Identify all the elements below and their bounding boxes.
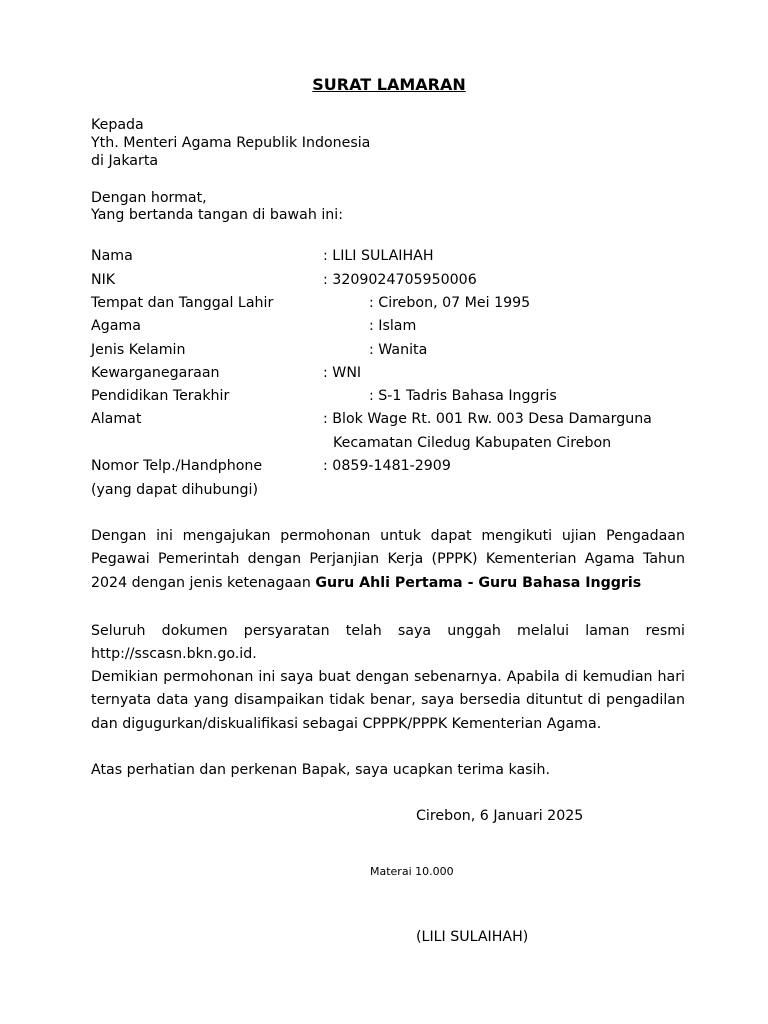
greeting-line-1: Dengan hormat, bbox=[91, 190, 207, 206]
body-paragraph-1-text: Dengan ini mengajukan permohonan untuk dapat mengikuti ujian Pengadaan Pegawai Pemerintah dengan Perjanjian Kerja (PPPK) Kementerian Agama Tahun 2024 dengan jenis ketenagaan bbox=[91, 528, 685, 591]
field-value-ttl: : Cirebon, 07 Mei 1995 bbox=[369, 295, 531, 311]
letter-title: SURAT LAMARAN bbox=[312, 75, 466, 94]
greeting-line-2: Yang bertanda tangan di bawah ini: bbox=[91, 207, 343, 223]
field-value-kewarganegaraan: : WNI bbox=[323, 365, 362, 381]
recipient-line-1: Kepada bbox=[91, 117, 144, 133]
field-value-jenis-kelamin: : Wanita bbox=[369, 342, 428, 358]
field-label-telepon: Nomor Telp./Handphone bbox=[91, 458, 263, 474]
field-label-ttl: Tempat dan Tanggal Lahir bbox=[91, 295, 274, 311]
field-value-alamat: : Blok Wage Rt. 001 Rw. 003 Desa Damarguna bbox=[323, 411, 652, 427]
field-value-nik: : 3209024705950006 bbox=[323, 272, 477, 288]
field-value-telepon: : 0859-1481-2909 bbox=[323, 458, 451, 474]
field-label-nik: NIK bbox=[91, 272, 116, 288]
field-label-alamat: Alamat bbox=[91, 411, 142, 427]
body-paragraph-2: Seluruh dokumen persyaratan telah saya unggah melalui laman resmi http://sscasn.bkn.go.id. bbox=[91, 623, 685, 663]
field-value-pendidikan: : S-1 Tadris Bahasa Inggris bbox=[369, 388, 557, 404]
body-paragraph-4: Atas perhatian dan perkenan Bapak, saya ucapkan terima kasih. bbox=[91, 762, 551, 778]
body-paragraph-1-position: Guru Ahli Pertama - Guru Bahasa Inggris bbox=[315, 574, 642, 591]
signature-place-date: Cirebon, 6 Januari 2025 bbox=[416, 808, 584, 824]
body-paragraph-1 bbox=[91, 525, 685, 595]
field-value-nama: : LILI SULAIHAH bbox=[323, 248, 434, 264]
recipient-line-3: di Jakarta bbox=[91, 153, 159, 169]
materai-stamp-label: Materai 10.000 bbox=[370, 865, 454, 878]
body-paragraph-3: Demikian permohonan ini saya buat dengan sebenarnya. Apabila di kemudian hari ternyata data yang disampaikan tidak benar, saya bersedia dituntut di pengadilan dan digugurkan/diskualifikasi sebagai CPPPK/PPPK Kementerian Agama. bbox=[91, 669, 685, 732]
field-label-nama: Nama bbox=[91, 248, 133, 264]
field-label-agama: Agama bbox=[91, 318, 141, 334]
field-value-alamat-line-2: Kecamatan Ciledug Kabupaten Cirebon bbox=[333, 435, 612, 451]
field-label-pendidikan: Pendidikan Terakhir bbox=[91, 388, 230, 404]
recipient-line-2: Yth. Menteri Agama Republik Indonesia bbox=[91, 135, 371, 151]
field-label-telepon-note: (yang dapat dihubungi) bbox=[91, 482, 259, 498]
field-label-kewarganegaraan: Kewarganegaraan bbox=[91, 365, 220, 381]
field-value-agama: : Islam bbox=[369, 318, 417, 334]
signature-name: (LILI SULAIHAH) bbox=[416, 929, 529, 945]
field-label-jenis-kelamin: Jenis Kelamin bbox=[91, 342, 186, 358]
